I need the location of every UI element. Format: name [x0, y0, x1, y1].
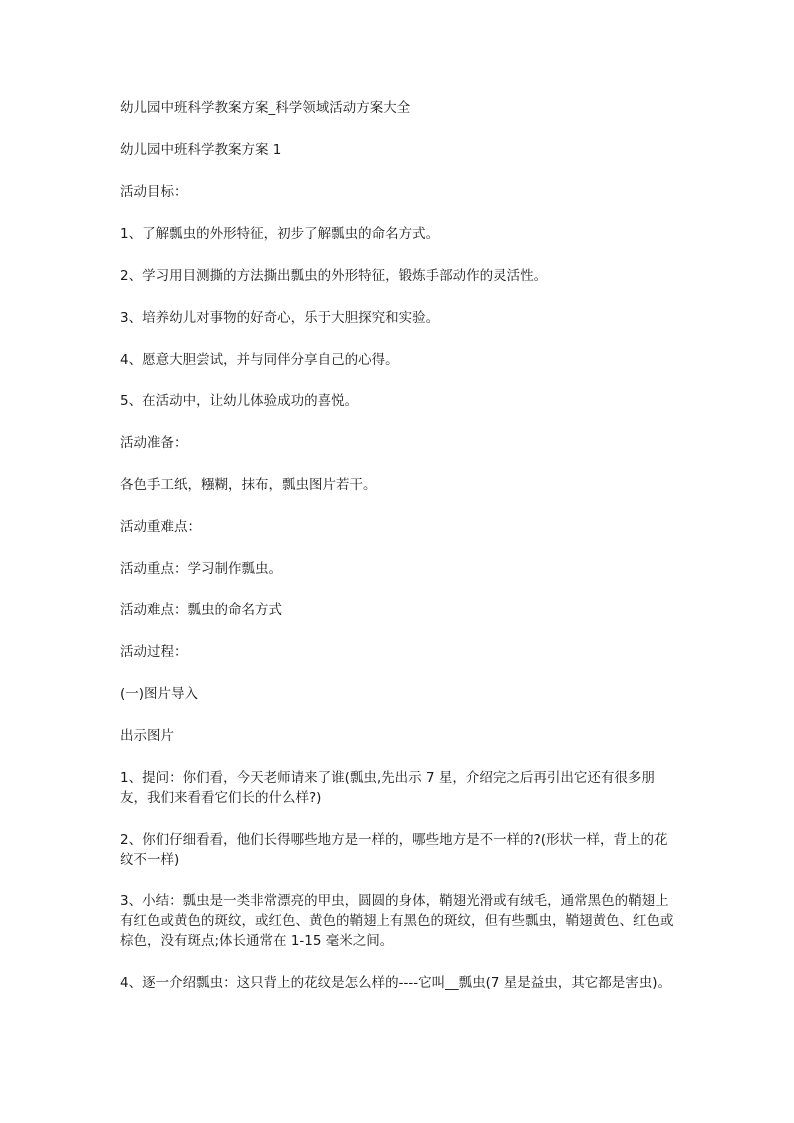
goal-item: 5、在活动中，让幼儿体验成功的喜悦。 [120, 393, 359, 409]
step-item: 3、小结：瓢虫是一类非常漂亮的甲虫，圆圆的身体，鞘翅光滑或有绒毛，通常黑色的鞘翅上有红色或黄色的斑纹，或红色、黄色的鞘翅上有黑色的斑纹，但有些瓢虫，鞘翅黄色、红色或棕色，没有斑点;体长通常在 1-15 毫米之间。 [120, 893, 674, 949]
difficult-point: 活动难点：瓢虫的命名方式 [120, 602, 282, 618]
prep-text: 各色手工纸，糨糊，抹布，瓢虫图片若干。 [120, 477, 377, 493]
show-pictures: 出示图片 [120, 728, 174, 744]
goal-item: 2、学习用目测撕的方法撕出瓢虫的外形特征，锻炼手部动作的灵活性。 [120, 268, 548, 284]
goal-item: 1、了解瓢虫的外形特征，初步了解瓢虫的命名方式。 [120, 226, 440, 242]
step-item: 2、你们仔细看看，他们长得哪些地方是一样的，哪些地方是不一样的?(形状一样，背上的花纹不一样) [120, 832, 668, 868]
goals-heading: 活动目标： [120, 184, 188, 200]
section-title: 幼儿园中班科学教案方案 1 [120, 142, 282, 158]
goal-item: 3、培养幼儿对事物的好奇心，乐于大胆探究和实验。 [120, 310, 440, 326]
step-item: 4、逐一介绍瓢虫：这只背上的花纹是怎么样的----它叫__瓢虫(7 星是益虫，其它都是害虫)。 [120, 975, 671, 991]
process-heading: 活动过程： [120, 644, 188, 660]
step-item: 1、提问：你们看，今天老师请来了谁(瓢虫,先出示 7 星，介绍完之后再引出它还有很多朋友，我们来看看它们长的什么样?) [120, 770, 655, 806]
key-point: 活动重点：学习制作瓢虫。 [120, 561, 282, 577]
prep-heading: 活动准备： [120, 435, 188, 451]
goal-item: 4、愿意大胆尝试，并与同伴分享自己的心得。 [120, 352, 399, 368]
part-one-heading: (一)图片导入 [120, 686, 199, 702]
key-heading: 活动重难点： [120, 519, 201, 535]
document-title: 幼儿园中班科学教案方案_科学领域活动方案大全 [120, 100, 411, 116]
